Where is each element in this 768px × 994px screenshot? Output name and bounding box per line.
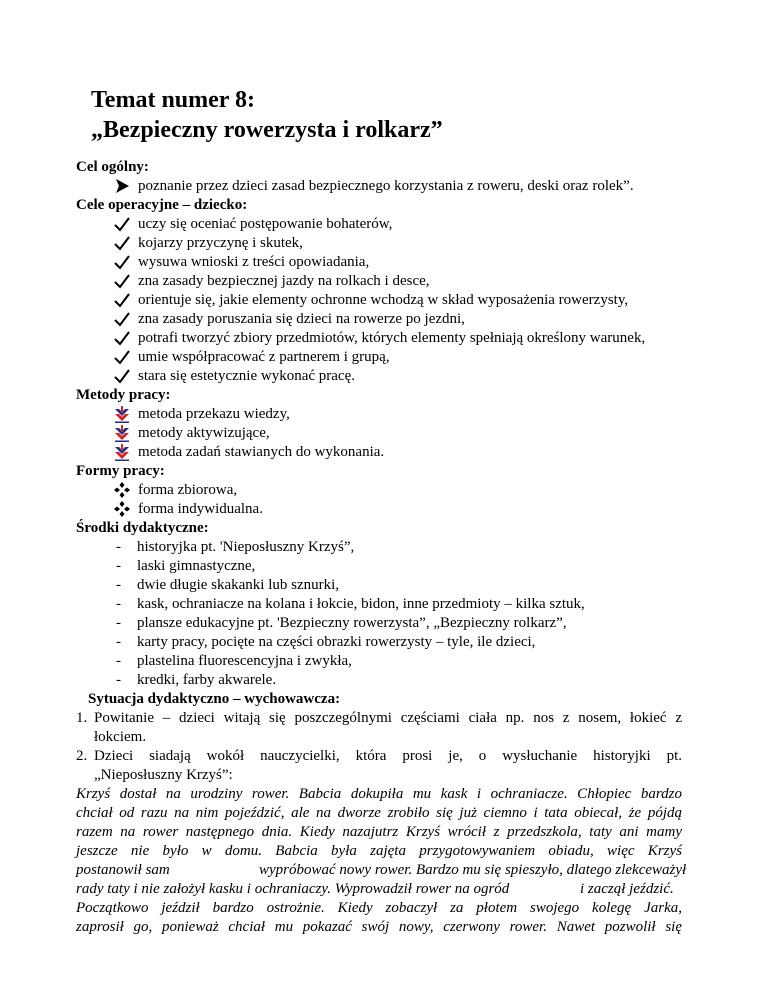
list-item: - kredki, farby akwarele. [116, 672, 277, 688]
page-title: Temat numer 8: [91, 87, 255, 113]
checkmark-icon [112, 328, 132, 348]
checkmark-icon [112, 309, 132, 329]
section-heading-metody-pracy: Metody pracy: [76, 387, 171, 403]
story-line-part: wypróbować nowy rower. Bardzo mu się spieszyło, dlatego zlekceważył [259, 862, 687, 878]
list-item: - plastelina fluorescencyjna i zwykła, [116, 653, 352, 669]
down-arrow-icon [112, 423, 132, 443]
arrow-bullet-icon [112, 176, 132, 196]
numbered-step-1: 1. Powitanie – dzieci witają się poszczególnymi częściami ciała np. nos z nosem, łokieć z [76, 710, 682, 726]
list-item: - karty pracy, pocięte na części obrazki rowerzysty – tyle, ile dzieci, [116, 634, 536, 650]
diamond-bullet-icon [112, 480, 132, 500]
story-line: razem na rower następnego dnia. Kiedy nazajutrz Krzyś wrócił z przedszkola, taty ani mamy [76, 824, 682, 840]
story-line: chciał od razu na nim pojeździć, ale na dworze zrobiło się już ciemno i tata obiecał, że pójdą [76, 805, 682, 821]
page-subtitle: „Bezpieczny rowerzysta i rolkarz” [91, 117, 443, 143]
section-heading-sytuacja: Sytuacja dydaktyczno – wychowawcza: [88, 691, 341, 707]
section-heading-cel-ogolny: Cel ogólny: [76, 159, 149, 175]
section-heading-srodki: Środki dydaktyczne: [76, 520, 209, 536]
checkmark-icon [112, 252, 132, 272]
document-page: Temat numer 8: „Bezpieczny rowerzysta i rolkarz” Cel ogólny: poznanie przez dzieci zasad bezpiecznego korzystania z roweru, deski oraz rolek”. Cele operacyjne – dziecko: uczy się oceniać postępowanie bohaterów, kojarzy przyczynę i skutek, wysuwa wnioski z treści opowiadania, zna zasady bezpiecznej jazdy na rolkach i desce, orientuje się, jakie elementy ochronne wchodzą w skład wyposażenia rowerzysty, zna zasady poruszania się dzieci na rowerze po jezdni, potrafi tworzyć zbiory przedmiotów, których elementy spełniają określony warunek, umie współpracować z partnerem i grupą, stara się estetycznie wykonać pracę. Metody pracy: metoda przekazu wiedzy, metody aktywizujące, metoda zadań stawianych do wykonania. Formy pracy: forma zbiorowa, forma indywidualna. Środki dydaktyczne: - historyjka pt. 'Nieposłuszny Krzyś”, - laski gimnastyczne, - dwie długie skakanki lub sznurki, - kask, ochraniacze na kolana i łokcie, bidon, inne przedmioty – kilka sztuk, - plansze edukacyjne pt. 'Bezpieczny rowerzysta”, „Bezpieczny rolkarz”, - karty pracy, pocięte na części obrazki rowerzysty – tyle, ile dzieci, - plastelina fluorescencyjna i zwykła, - kredki, farby akwarele. Sytuacja dydaktyczno – wychowawcza: 1. Powitanie – dzieci witają się poszczególnymi częściami ciała np. nos z nosem, łokieć z łokciem. 2. Dzieci siadają wokół nauczycielki, która prosi je, o wysłuchanie historyjki pt. „Nieposłuszny Krzyś”: Krzyś dostał na urodziny rower. Babcia dokupiła mu kask i ochraniacze. Chłopiec bardzo chciał od razu na nim pojeździć, ale na dworze zrobiło się już ciemno i tata obiecał, że pójdą razem na rower następnego dnia. Kiedy nazajutrz Krzyś wrócił z przedszkola, taty ani mamy jeszcze nie było w domu. Babcia była zajęta przygotowywaniem obiadu, więc Krzyś postanowił sam wypróbować nowy rower. Bardzo mu się spieszyło, dlatego zlekceważył rady taty i nie założył kasku i ochraniaczy. Wyprowadził rower na ogród i zaczął jeździć. Początkowo jeździł bardzo ostrożnie. Kiedy zobaczył za płotem swojego kolegę Jarka, zaprosił go, ponieważ chciał mu pokazać swój nowy, czerwony rower. Nawet pozwolił się [76, 87, 687, 935]
list-item: - dwie długie skakanki lub sznurki, [116, 577, 340, 593]
checkmark-icon [112, 214, 132, 234]
step-1-continuation: łokciem. [94, 729, 147, 745]
down-arrow-icon [112, 404, 132, 424]
story-line: jeszcze nie było w domu. Babcia była zajęta przygotowywaniem obiadu, więc Krzyś [76, 843, 682, 859]
down-arrow-icon [112, 442, 132, 462]
list-item: - historyjka pt. 'Nieposłuszny Krzyś”, [116, 539, 355, 555]
checkmark-icon [112, 271, 132, 291]
section-heading-cele-operacyjne: Cele operacyjne – dziecko: [76, 197, 248, 213]
story-line: zaprosił go, ponieważ chciał mu pokazać swój nowy, czerwony rower. Nawet pozwolił się [76, 919, 682, 935]
list-item: - laski gimnastyczne, [116, 558, 256, 574]
step-2-continuation: „Nieposłuszny Krzyś”: [94, 767, 233, 783]
checkmark-icon [112, 233, 132, 253]
checkmark-icon [112, 290, 132, 310]
story-line: Krzyś dostał na urodziny rower. Babcia dokupiła mu kask i ochraniacze. Chłopiec bardzo [76, 786, 682, 802]
story-line-part: postanowił sam [76, 862, 170, 878]
numbered-step-2: 2. Dzieci siadają wokół nauczycielki, która prosi je, o wysłuchanie historyjki pt. [76, 748, 682, 764]
section-heading-formy-pracy: Formy pracy: [76, 463, 165, 479]
story-line-part: i zaczął jeździć. [580, 881, 674, 897]
checkmark-icon [112, 366, 132, 386]
list-item: - kask, ochraniacze na kolana i łokcie, bidon, inne przedmioty – kilka sztuk, [116, 596, 585, 612]
diamond-bullet-icon [112, 499, 132, 519]
story-line-part: rady taty i nie założył kasku i ochraniaczy. Wyprowadził rower na ogród [76, 881, 510, 897]
checkmark-icon [112, 347, 132, 367]
list-item: - plansze edukacyjne pt. 'Bezpieczny rowerzysta”, „Bezpieczny rolkarz”, [116, 615, 567, 631]
story-line: Początkowo jeździł bardzo ostrożnie. Kiedy zobaczył za płotem swojego kolegę Jarka, [76, 900, 682, 916]
